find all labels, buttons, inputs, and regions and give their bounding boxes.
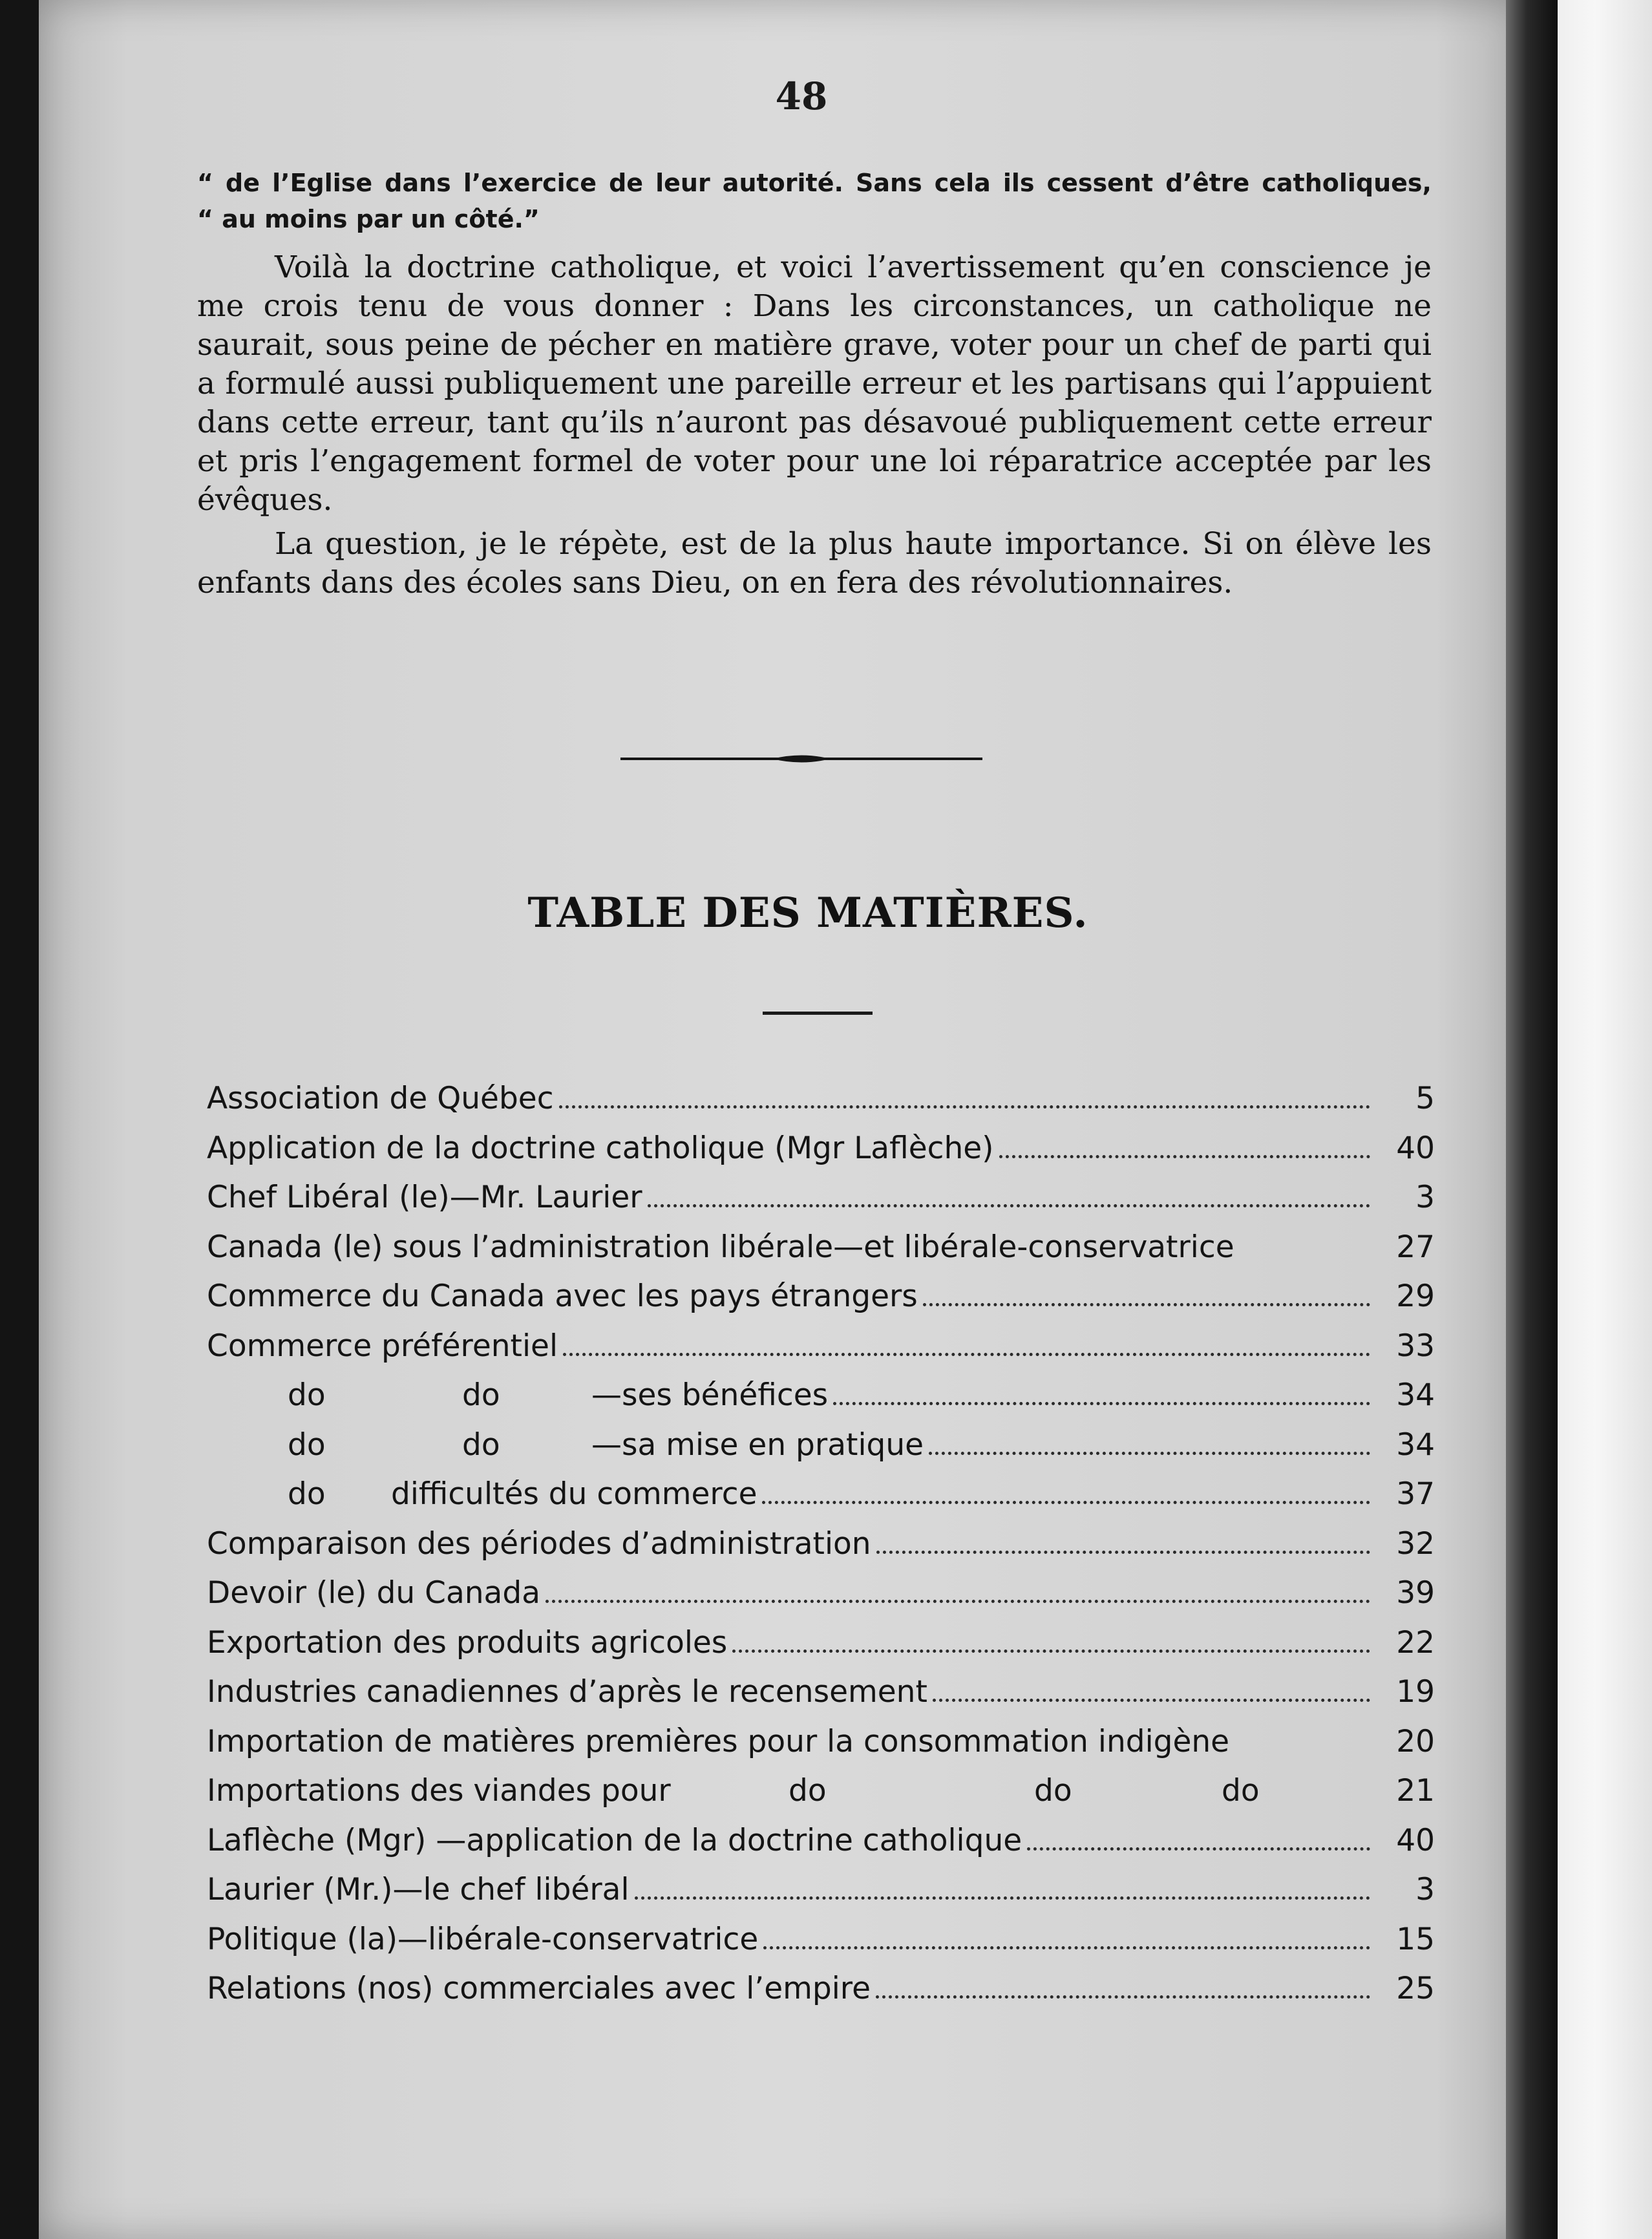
toc-entry-page: 5 <box>1415 1081 1435 1116</box>
dot-leader <box>833 1390 1370 1405</box>
ditto-mark: do <box>288 1427 326 1463</box>
toc-entry-page: 21 <box>1396 1773 1435 1809</box>
toc-entry-page: 20 <box>1396 1723 1435 1759</box>
toc-entry-label: Application de la doctrine catholique (Mgr Laflèche) <box>207 1130 994 1166</box>
toc-entry <box>207 1130 1435 1180</box>
book-gutter <box>1506 0 1558 2239</box>
page-number: 48 <box>775 74 828 118</box>
toc-entry-label: Importation de matières premières pour la consommation indigène <box>207 1723 1230 1759</box>
toc-entry-page: 15 <box>1396 1921 1435 1957</box>
dot-leader <box>732 1638 1370 1653</box>
body-paragraph: La question, je le répète, est de la plus haute importance. Si on élève les enfants dans des écoles sans Dieu, on en fera des révolutionnaires. <box>197 526 1432 600</box>
toc-entry-label: Association de Québec <box>207 1081 554 1116</box>
quotation-line: “ de l’Eglise dans l’exercice de leur autorité. Sans cela ils cessent d’être catholiques, <box>197 169 1432 197</box>
toc-entry <box>207 1872 1435 1922</box>
toc-entry-page: 40 <box>1396 1822 1435 1858</box>
toc-entry-page: 22 <box>1396 1624 1435 1661</box>
title-rule <box>763 1012 873 1015</box>
dot-leader <box>929 1440 1370 1455</box>
toc-entry-label: Devoir (le) du Canada <box>207 1575 540 1611</box>
toc-entry-label: Politique (la)—libérale-conservatrice <box>207 1921 759 1957</box>
toc-entry <box>207 1674 1435 1724</box>
toc-entry <box>207 1971 1435 2021</box>
toc-entry-page: 37 <box>1396 1476 1435 1512</box>
toc-entry-page: 27 <box>1396 1229 1435 1265</box>
toc-entry-label: —sa mise en pratique <box>591 1427 924 1463</box>
dot-leader <box>563 1341 1370 1356</box>
toc-entry-page: 33 <box>1396 1328 1435 1364</box>
dot-leader <box>876 1539 1370 1554</box>
toc-entry-label: —ses bénéfices <box>591 1377 829 1413</box>
toc-entry-page: 25 <box>1396 1971 1435 2006</box>
ditto-mark: do <box>1222 1773 1260 1809</box>
toc-entry-page: 34 <box>1396 1427 1435 1463</box>
quotation-continuation <box>197 165 1432 237</box>
dot-leader <box>933 1687 1370 1702</box>
toc-entry-page: 3 <box>1415 1872 1435 1907</box>
dot-leader <box>999 1143 1370 1158</box>
ditto-mark: do <box>1034 1773 1072 1809</box>
toc-entry <box>207 1823 1435 1873</box>
dot-leader <box>648 1193 1370 1207</box>
toc-entry-page: 34 <box>1396 1377 1435 1413</box>
toc-entry <box>207 1377 1435 1427</box>
dot-leader <box>635 1885 1370 1900</box>
toc-entry-page: 19 <box>1396 1674 1435 1710</box>
page-edge <box>1558 0 1652 2239</box>
toc-entry-label: Laflèche (Mgr) —application de la doctrine catholique <box>207 1822 1022 1858</box>
toc-entry-label: Comparaison des périodes d’administration <box>207 1525 871 1562</box>
toc-entry-label: Industries canadiennes d’après le recensement <box>207 1674 927 1710</box>
toc-title: TABLE DES MATIÈRES. <box>527 889 1088 937</box>
ditto-mark: do <box>462 1377 500 1413</box>
toc-entry-page: 29 <box>1396 1279 1435 1314</box>
dot-leader <box>876 1984 1370 1999</box>
toc-entry-page: 3 <box>1415 1180 1435 1215</box>
dot-leader <box>1027 1836 1370 1851</box>
dot-leader <box>559 1094 1370 1109</box>
dot-leader <box>763 1935 1370 1949</box>
dot-leader <box>923 1291 1370 1306</box>
toc-entry <box>207 1625 1435 1675</box>
toc-entry-label: difficultés du commerce <box>391 1476 757 1512</box>
toc-entry-label: Canada (le) sous l’administration libérale—et libérale-conservatrice <box>207 1229 1234 1265</box>
toc-entry <box>207 1476 1435 1526</box>
ditto-mark: do <box>462 1427 500 1463</box>
toc-entry-page: 32 <box>1396 1525 1435 1562</box>
toc-entry-label: Exportation des produits agricoles <box>207 1624 728 1661</box>
table-of-contents <box>207 1081 1435 2021</box>
ditto-mark: do <box>789 1773 827 1809</box>
toc-entry-label: Relations (nos) commerciales avec l’empire <box>207 1971 871 2006</box>
toc-entry <box>207 1081 1435 1130</box>
ditto-mark: do <box>288 1377 326 1413</box>
toc-entry-page: 39 <box>1396 1575 1435 1611</box>
ditto-mark: do <box>288 1476 326 1512</box>
toc-entry <box>207 1279 1435 1328</box>
toc-entry <box>207 1526 1435 1576</box>
body-paragraph: Voilà la doctrine catholique, et voici l’avertissement qu’en conscience je me crois tenu de vous donner : Dans les circonstances, un catholique ne saurait, sous peine de pécher en matière grave, voter pour un chef de parti qui a formulé aussi publiquement une pareille erreur et les partisans qui l’appuient dans cette erreur, tant qu’ils n’auront pas désavoué publiquement cette erreur et pris l’engagement formel de voter pour une loi réparatrice acceptée par les évêques. <box>197 249 1432 518</box>
dot-leader <box>545 1588 1370 1603</box>
toc-entry-label: Commerce préférentiel <box>207 1328 558 1364</box>
toc-entry-label: Importations des viandes pour <box>207 1773 671 1809</box>
toc-entry <box>207 1229 1435 1279</box>
quotation-line: “ au moins par un côté.” <box>197 205 540 233</box>
toc-entry <box>207 1773 1435 1823</box>
toc-entry <box>207 1427 1435 1477</box>
toc-entry <box>207 1328 1435 1378</box>
toc-entry <box>207 1922 1435 1971</box>
toc-entry <box>207 1180 1435 1229</box>
toc-entry-label: Laurier (Mr.)—le chef libéral <box>207 1872 630 1907</box>
toc-entry-label: Chef Libéral (le)—Mr. Laurier <box>207 1180 642 1215</box>
dot-leader <box>762 1489 1370 1504</box>
toc-entry-label: Commerce du Canada avec les pays étrangers <box>207 1279 918 1314</box>
ornamental-divider <box>620 753 982 765</box>
toc-entry <box>207 1575 1435 1625</box>
toc-entry <box>207 1724 1435 1774</box>
toc-entry-page: 40 <box>1396 1130 1435 1166</box>
